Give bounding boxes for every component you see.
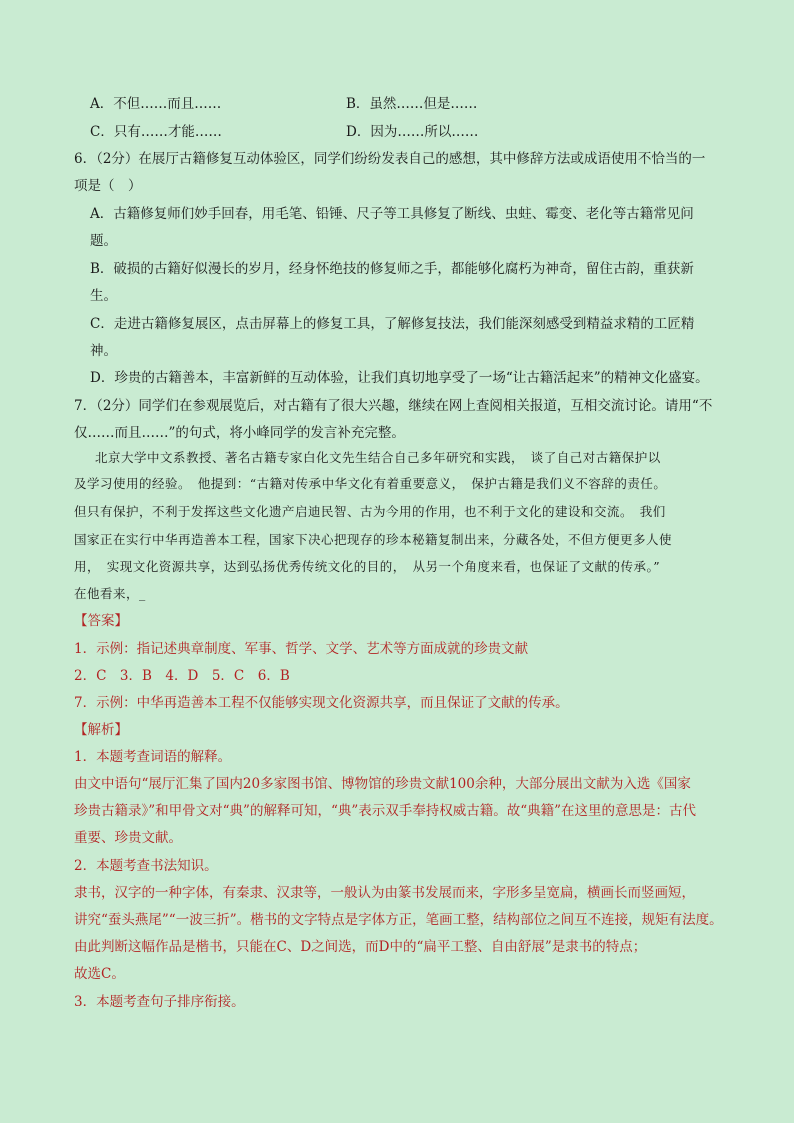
q5-option-b: B．虽然……但是……: [346, 96, 478, 112]
q7-quote-line-2: 及学习使用的经验。 他提到：“古籍对传承中华文化有着重要意义， 保护古籍是我们义不容辞的责任。: [74, 476, 667, 491]
analysis-2-line-4: 故选C。: [74, 966, 125, 982]
analysis-1-title: 1．本题考查词语的解释。: [74, 749, 232, 765]
answer-heading: 【答案】: [74, 613, 128, 629]
q7-quote-line-4: 国家正在实行中华再造善本工程，国家下决心把现存的珍本秘籍复制出来，分藏各处，不但方便更多人使: [74, 532, 673, 547]
q7-quote-line-5: 用， 实现文化资源共享，达到弘扬优秀传统文化的目的， 从另一个角度来看，也保证了文献的传承。”: [74, 559, 661, 574]
q6-option-b-line-2: 生。: [90, 288, 117, 304]
q6-stem-line-1: 6．（2分）在展厅古籍修复互动体验区，同学们纷纷发表自己的感想，其中修辞方法或成语使用不恰当的一: [74, 151, 706, 167]
analysis-2-line-3: 由此判断这幅作品是楷书，只能在C、D之间选，而D中的“扁平工整、自由舒展”是隶书的特点；: [74, 939, 647, 955]
analysis-2-line-1: 隶书，汉字的一种字体，有秦隶、汉隶等，一般认为由篆书发展而来，字形多呈宽扁，横画长而竖画短，: [74, 885, 695, 901]
q5-option-c: C．只有……才能……: [90, 124, 222, 140]
analysis-heading: 【解析】: [74, 722, 128, 738]
q7-quote-line-6: 在他看来，_: [74, 586, 146, 601]
q5-option-d: D．因为……所以……: [346, 124, 479, 140]
q6-option-d: D．珍贵的古籍善本，丰富新鲜的互动体验，让我们真切地享受了一场“让古籍活起来”的精神文化盛宴。: [90, 370, 709, 386]
q6-stem-line-2: 项是（ ）: [74, 178, 142, 194]
answer-7: 7．示例：中华再造善本工程不仅能够实现文化资源共享，而且保证了文献的传承。: [74, 695, 569, 711]
answer-2-6: 2．C 3．B 4．D 5．C 6．B: [74, 668, 290, 684]
analysis-1-line-3: 重要、珍贵文献。: [74, 830, 182, 846]
q6-option-a-line-2: 题。: [90, 233, 117, 249]
q6-option-c-line-2: 神。: [90, 343, 117, 359]
analysis-1-line-1: 由文中语句“展厅汇集了国内20多家图书馆、博物馆的珍贵文献100余种，大部分展出文献为入选《国家: [74, 776, 691, 792]
q7-stem-line-1: 7．（2分）同学们在参观展览后，对古籍有了很大兴趣，继续在网上查阅相关报道，互相交流讨论。请用“不: [74, 398, 713, 414]
q7-stem-line-2: 仅……而且……”的句式，将小峰同学的发言补充完整。: [74, 425, 405, 441]
analysis-3-title: 3．本题考查句子排序衔接。: [74, 994, 245, 1010]
analysis-2-line-2: 讲究“蚕头燕尾”“一波三折”。楷书的文字特点是字体方正，笔画工整，结构部位之间互不连接，规矩有法度。: [74, 912, 723, 928]
q6-option-a-line-1: A．古籍修复师们妙手回春，用毛笔、铅锤、尺子等工具修复了断线、虫蛀、霉变、老化等古籍常见问: [90, 206, 694, 222]
q5-option-a: A．不但……而且……: [90, 96, 222, 112]
analysis-1-line-2: 珍贵古籍录》”和甲骨文对“典”的解释可知，“典”表示双手奉持权威古籍。故“典籍”在这里的意思是：古代: [74, 803, 697, 819]
answer-1: 1．示例：指记述典章制度、军事、哲学、文学、艺术等方面成就的珍贵文献: [74, 641, 529, 657]
q6-option-b-line-1: B．破损的古籍好似漫长的岁月，经身怀绝技的修复师之手，都能够化腐朽为神奇，留住古韵，重获新: [90, 261, 694, 277]
q7-quote-line-3: 但只有保护，不利于发挥这些文化遗产启迪民智、古为今用的作用，也不利于文化的建设和交流。 我们: [74, 504, 666, 519]
q7-quote-line-1: 北京大学中文系教授、著名古籍专家白化文先生结合自己多年研究和实践， 谈了自己对古籍保护以: [95, 450, 661, 465]
q6-option-c-line-1: C．走进古籍修复展区，点击屏幕上的修复工具，了解修复技法，我们能深刻感受到精益求精的工匠精: [90, 316, 695, 332]
analysis-2-title: 2．本题考查书法知识。: [74, 858, 218, 874]
